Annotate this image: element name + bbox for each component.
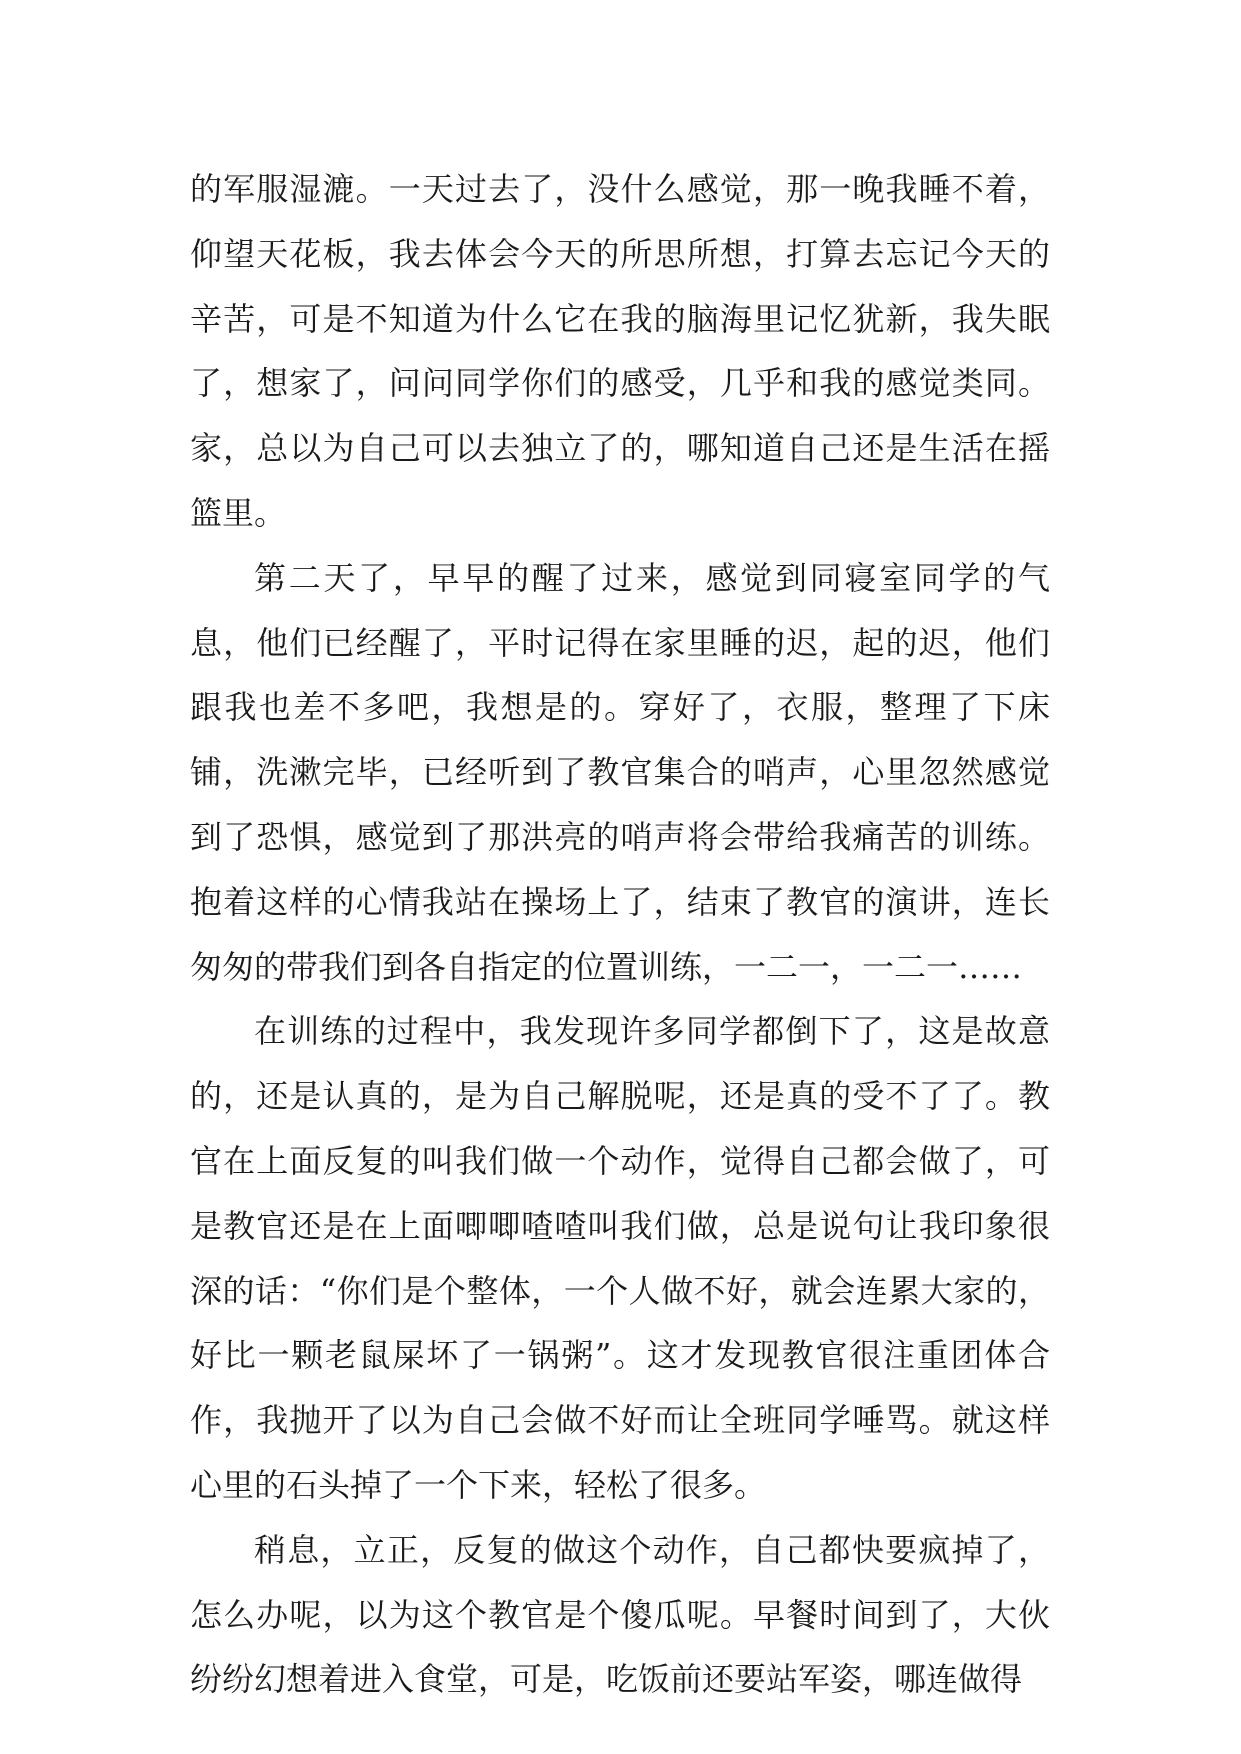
body-text [190, 157, 1050, 1712]
paragraph-4: 稍息，立正，反复的做这个动作，自己都快要疯掉了，怎么办呢，以为这个教官是个傻瓜呢。早餐时间到了，大伙纷纷幻想着进入食堂，可是，吃饭前还要站军姿，哪连做得 [190, 1530, 1050, 1699]
paragraph-3: 在训练的过程中，我发现许多同学都倒下了，这是故意的，还是认真的，是为自己解脱呢，还是真的受不了了。教官在上面反复的叫我们做一个动作，觉得自己都会做了，可是教官还是在上面唧唧喳喳叫我们做，总是说句让我印象很深的话：“你们是个整体，一个人做不好，就会连累大家的，好比一颗老鼠屎坏了一锅粥”。这才发现教官很注重团体合作，我抛开了以为自己会做不好而让全班同学唾骂。就这样心里的石头掉了一个下来，轻松了很多。 [190, 1012, 1050, 1504]
paragraph-2: 第二天了，早早的醒了过来，感觉到同寝室同学的气息，他们已经醒了，平时记得在家里睡的迟，起的迟，他们跟我也差不多吧，我想是的。穿好了，衣服，整理了下床铺，洗漱完毕，已经听到了教官集合的哨声，心里忽然感觉到了恐惧，感觉到了那洪亮的哨声将会带给我痛苦的训练。抱着这样的心情我站在操场上了，结束了教官的演讲，连长匆匆的带我们到各自指定的位置训练，一二一，一二一…… [190, 558, 1050, 986]
paragraph-1: 的军服湿漉。一天过去了，没什么感觉，那一晚我睡不着，仰望天花板，我去体会今天的所思所想，打算去忘记今天的辛苦，可是不知道为什么它在我的脑海里记忆犹新，我失眠了，想家了，问问同学你们的感受，几乎和我的感觉类同。家，总以为自己可以去独立了的，哪知道自己还是生活在摇篮里。 [190, 170, 1050, 532]
